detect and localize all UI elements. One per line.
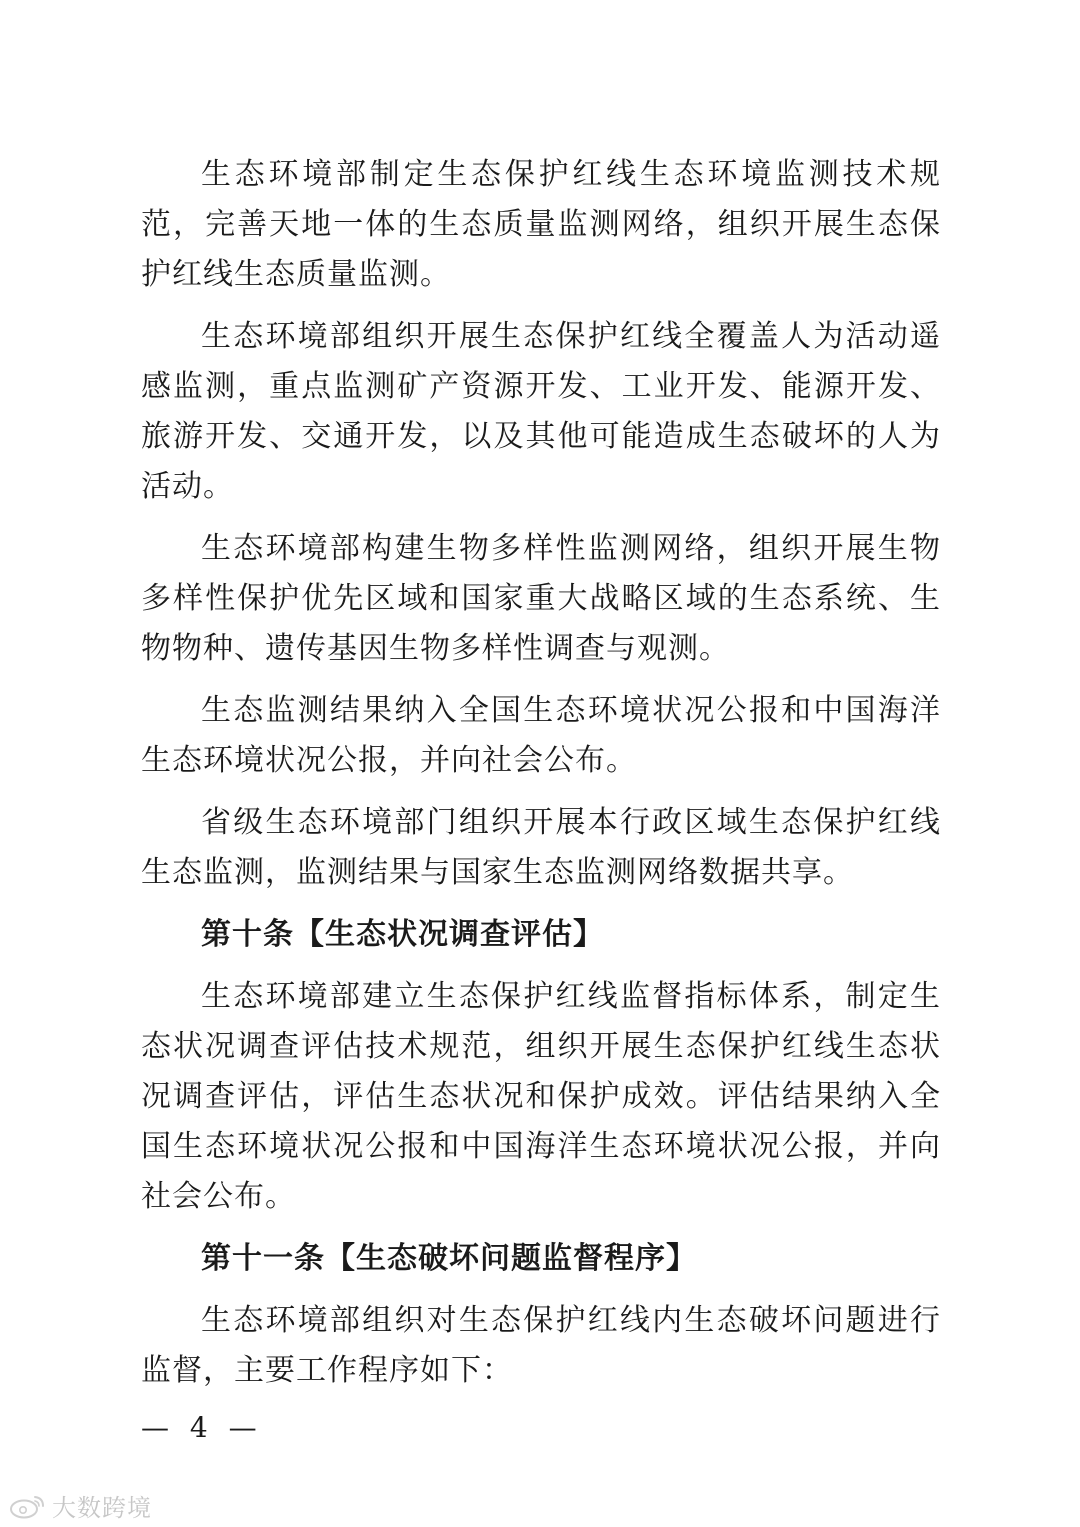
page-number: — 4 — bbox=[141, 1411, 263, 1444]
paragraph-monitoring-results: 生态监测结果纳入全国生态环境状况公报和中国海洋生态环境状况公报，并向社会公布。 bbox=[141, 693, 941, 778]
document-body bbox=[141, 150, 941, 1408]
paragraph-monitoring-norms: 生态环境部制定生态保护红线生态环境监测技术规范，完善天地一体的生态质量监测网络，组织开展生态保护红线生态质量监测。 bbox=[141, 157, 941, 292]
paragraph-remote-sensing: 生态环境部组织开展生态保护红线全覆盖人为活动遥感监测，重点监测矿产资源开发、工业开发、能源开发、旅游开发、交通开发，以及其他可能造成生态破坏的人为活动。 bbox=[141, 319, 941, 504]
article-10-heading: 第十条【生态状况调查评估】 bbox=[201, 917, 604, 952]
weibo-logo-icon bbox=[8, 1493, 48, 1519]
article-11-heading: 第十一条【生态破坏问题监督程序】 bbox=[201, 1241, 697, 1276]
paragraph-assessment: 生态环境部建立生态保护红线监督指标体系，制定生态状况调查评估技术规范，组织开展生态保护红线生态状况调查评估，评估生态状况和保护成效。评估结果纳入全国生态环境状况公报和中国海洋生态环境状况公报，并向社会公布。 bbox=[141, 979, 941, 1214]
paragraph-biodiversity: 生态环境部构建生物多样性监测网络，组织开展生物多样性保护优先区域和国家重大战略区域的生态系统、生物物种、遗传基因生物多样性调查与观测。 bbox=[141, 531, 941, 666]
watermark bbox=[8, 1488, 152, 1523]
paragraph-provincial-monitoring: 省级生态环境部门组织开展本行政区域生态保护红线生态监测，监测结果与国家生态监测网络数据共享。 bbox=[141, 805, 941, 890]
watermark-text: 大数跨境 bbox=[52, 1494, 152, 1522]
paragraph-supervision-procedure: 生态环境部组织对生态保护红线内生态破坏问题进行监督，主要工作程序如下： bbox=[141, 1303, 941, 1388]
